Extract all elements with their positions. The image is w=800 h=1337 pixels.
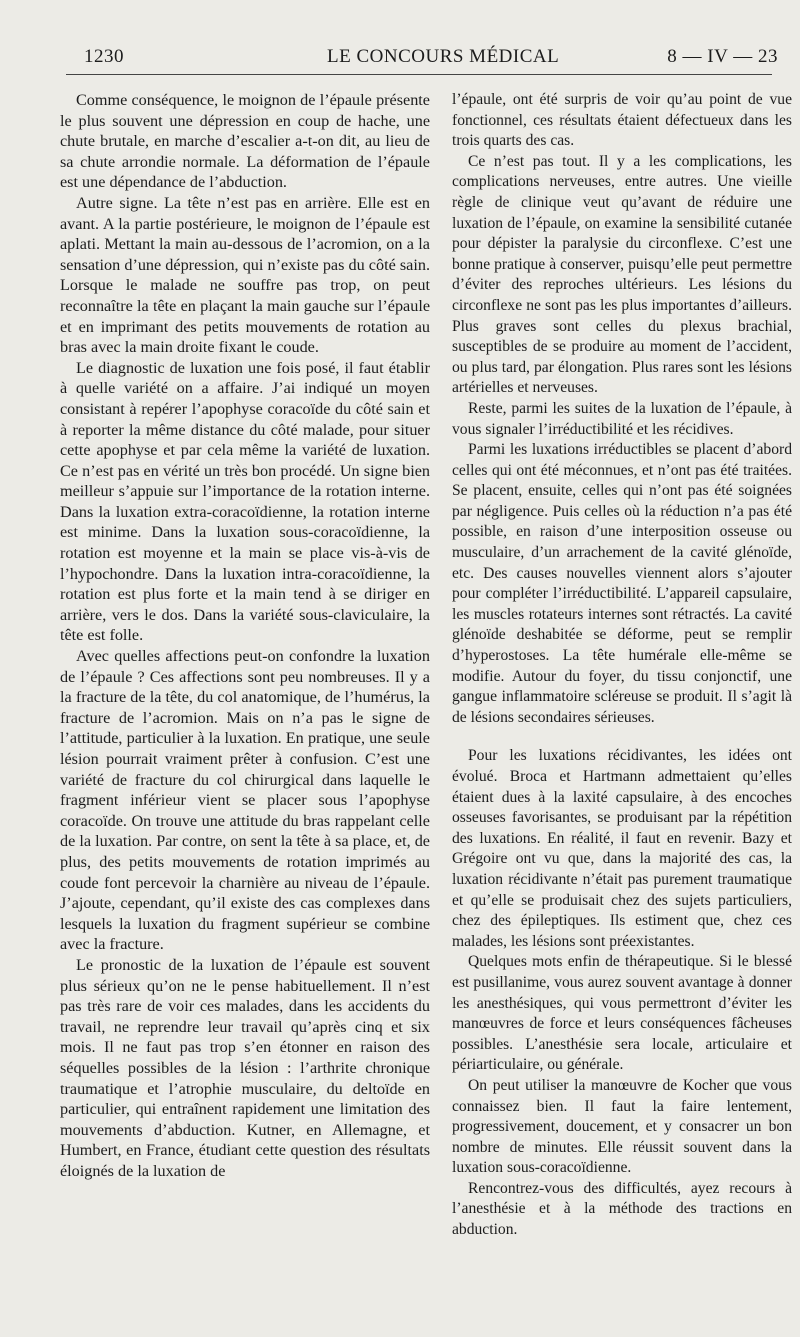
paragraph: Pour les luxations récidivantes, les idées ont évolué. Broca et Hartmann admettaient qu’elles étaient dues à la laxité capsulaire, à des encoches osseuses favorisantes, se produisant par la répétition des luxations. En réalité, il faut en revenir. Bazy et Grégoire ont vu que, dans la majorité des cas, la luxation récidivante n’était pas purement traumatique et qu’elle se produisait chez des sujets particuliers, chez des épileptiques. Ils estiment que, chez ces malades, les lésions sont préexistantes. xyxy=(452,747,792,950)
left-column xyxy=(60,90,430,1181)
paragraph: On peut utiliser la manœuvre de Kocher que vous connaissez bien. Il faut la faire lentement, progressivement, doucement, et y consacrer un bon nombre de minutes. Elle réussit souvent dans la luxation sous-coracoïdienne. xyxy=(452,1076,792,1177)
issue-date: 8 — IV — 23 xyxy=(667,46,778,67)
header-rule xyxy=(66,74,772,75)
paragraph: Quelques mots enfin de thérapeutique. Si le blessé est pusillanime, vous aurez souvent avantage à donner les anesthésiques, qui vous permettront d’éviter les manœuvres de force et leurs conséquences fâcheuses possibles. L’anesthésie sera locale, articulaire et périarticulaire, ou générale. xyxy=(452,953,792,1074)
page-header xyxy=(62,46,780,74)
paragraph: Comme conséquence, le moignon de l’épaule présente le plus souvent une dépression en coup de hache, une chute brutale, en marche d’escalier a-t-on dit, au lieu de sa chute arrondie normale. La déformation de l’épaule est une dépendance de l’abduction. xyxy=(60,91,430,192)
paragraph: Avec quelles affections peut-on confondre la luxation de l’épaule ? Ces affections sont peu nombreuses. Il y a la fracture de la tête, du col anatomique, de l’humérus, la fracture de l’acromion. Mais on n’a pas le signe de l’attitude, particulier à la luxation. En pratique, une seule lésion pourrait vraiment prêter à confusion. C’est une variété de fracture du col chirurgical dans laquelle le fragment inférieur vient se placer sous l’apophyse coracoïde. On trouve une attitude du bras rappelant celle de la luxation. Par contre, on sent la tête à sa place, et, de plus, des petits mouvements de rotation imprimés au coude font percevoir la charnière au niveau de l’épaule. J’ajoute, cependant, qu’il existe des cas complexes dans lesquels la luxation du fragment supérieur se combine avec la fracture. xyxy=(60,647,430,954)
paragraph: Ce n’est pas tout. Il y a les complications, les complications nerveuses, entre autres. Une vieille règle de clinique veut qu’avant de réduire une luxation de l’épaule, on examine la sensibilité cutanée pour dépister la paralysie du circonflexe. C’est une bonne pratique à conserver, puisqu’elle peut permettre d’éviter des reproches ultérieurs. Les lésions du circonflexe ne sont pas les plus importantes d’ailleurs. Plus graves sont celles du plexus brachial, susceptibles de se produire au moment de l’accident, ou plus tard, par élongation. Plus rares sont les lésions artérielles et nerveuses. xyxy=(452,152,792,397)
paragraph: Autre signe. La tête n’est pas en arrière. Elle est en avant. A la partie postérieure, le moignon de l’épaule est aplati. Mettant la main au-dessous de l’acromion, on a la sensation d’une dépression, qui n’existe pas du côté sain. Lorsque le malade ne souffre pas trop, on peut reconnaître la tête en plaçant la main gauche sur l’épaule et en imprimant des petits mouvements de rotation au bras avec la main droite fixant le coude. xyxy=(60,193,430,357)
page-number: 1230 xyxy=(84,46,124,67)
journal-title: LE CONCOURS MÉDICAL xyxy=(327,46,560,67)
paragraph: Reste, parmi les suites de la luxation de l’épaule, à vous signaler l’irréductibilité et les récidives. xyxy=(452,399,792,438)
paragraph: l’épaule, ont été surpris de voir qu’au point de vue fonctionnel, ces résultats étaient défectueux dans les trois quarts des cas. xyxy=(452,91,792,150)
paragraph: Le diagnostic de luxation une fois posé, il faut établir à quelle variété on a affaire. J’ai indiqué un moyen consistant à repérer l’apophyse coracoïde du côté sain et à reporter la même distance du côté malade, pour situer cette apophyse et par cela même la variété de luxation. Ce n’est pas en vérité un très bon procédé. Un signe bien meilleur s’appuie sur l’importance de la rotation interne. Dans la luxation extra-coracoïdienne, la rotation interne est minime. Dans la luxation sous-coracoïdienne, la rotation est moyenne et la main se place vis-à-vis de l’hypochondre. Dans la luxation intra-coracoïdienne, la rotation est plus forte et la main tend à se diriger en arrière, vers le dos. Dans la variété sous-claviculaire, la tête est folle. xyxy=(60,358,430,645)
paragraph: Rencontrez-vous des difficultés, ayez recours à l’anesthésie et à la méthode des tractions en abduction. xyxy=(452,1179,792,1239)
paragraph: Parmi les luxations irréductibles se placent d’abord celles qui ont été méconnues, et n’ont pas été traitées. Se placent, ensuite, celles qui n’ont pas été soignées par négligence. Puis celles où la réduction n’a pas été possible, en raison d’une interposition osseuse ou musculaire, d’un arrachement de la cavité glénoïde, etc. Des causes nouvelles viennent alors s’ajouter pour compléter l’irréductibilité. L’appareil capsulaire, les muscles rotateurs internes sont rétractés. La cavité glénoïde deshabitée se déforme, peut se remplir d’hyperostoses. La tête humérale elle-même se modifie. Autour du foyer, du tissu conjonctif, une gangue inflammatoire scléreuse se produit. Il s’agit là de lésions secondaires sérieuses. xyxy=(452,441,792,726)
paragraph: Le pronostic de la luxation de l’épaule est souvent plus sérieux qu’on ne le pense habituellement. Il n’est pas très rare de voir ces malades, dans les accidents du travail, ne reprendre leur travail qu’après cinq et six mois. Il ne faut pas trop s’en étonner en raison des séquelles possibles de la lésion : l’arthrite chronique traumatique et l’atrophie musculaire, du deltoïde en particulier, qui entraînent rapidement une limitation des mouvements d’abduction. Kutner, en Allemagne, et Humbert, en France, étudiant cette question des résultats éloignés de la luxation de xyxy=(60,955,430,1180)
right-column xyxy=(452,90,792,1241)
